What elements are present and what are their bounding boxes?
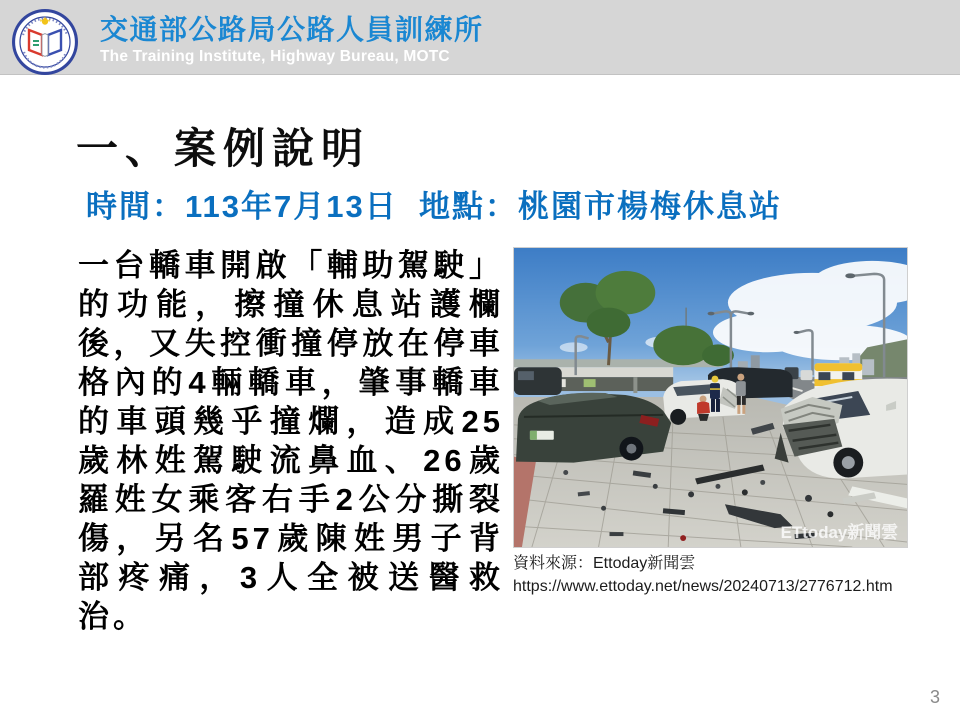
header-title: 交通部公路局公路人員訓練所	[100, 14, 484, 45]
photo-caption	[513, 552, 893, 598]
header-band	[0, 0, 960, 75]
parked-dark-sedan	[516, 393, 671, 463]
case-description: 一台轎車開啟「輔助駕駛」的功能，擦撞休息站護欄後，又失控衝撞停放在停車格內的4輛轎車，肇事轎車的車頭幾乎撞爛，造成25歲林姓駕駛流鼻血、26歲羅姓女乘客右手2公分撕裂傷，另名57歲陳姓男子背部疼痛，3人全被送醫救治。	[78, 248, 504, 634]
photo-watermark: ETtoday新聞雲	[780, 523, 899, 543]
header-titles	[100, 13, 484, 67]
page-title: 一、案例說明	[76, 125, 371, 172]
caption-source: 資料來源：Ettoday新聞雲	[513, 555, 696, 572]
institute-emblem-logo	[11, 8, 79, 76]
caption-url: https://www.ettoday.net/news/20240713/2776712.htm	[513, 578, 893, 595]
header-subtitle: The Training Institute, Highway Bureau, MOTC	[100, 48, 450, 65]
page-number: 3	[929, 687, 940, 707]
accident-photo	[513, 247, 908, 548]
accident-scene-illustration	[514, 248, 907, 547]
emblem-icon	[11, 8, 79, 76]
case-time-location: 時間：113年7月13日 地點：桃園市楊梅休息站	[86, 189, 782, 224]
